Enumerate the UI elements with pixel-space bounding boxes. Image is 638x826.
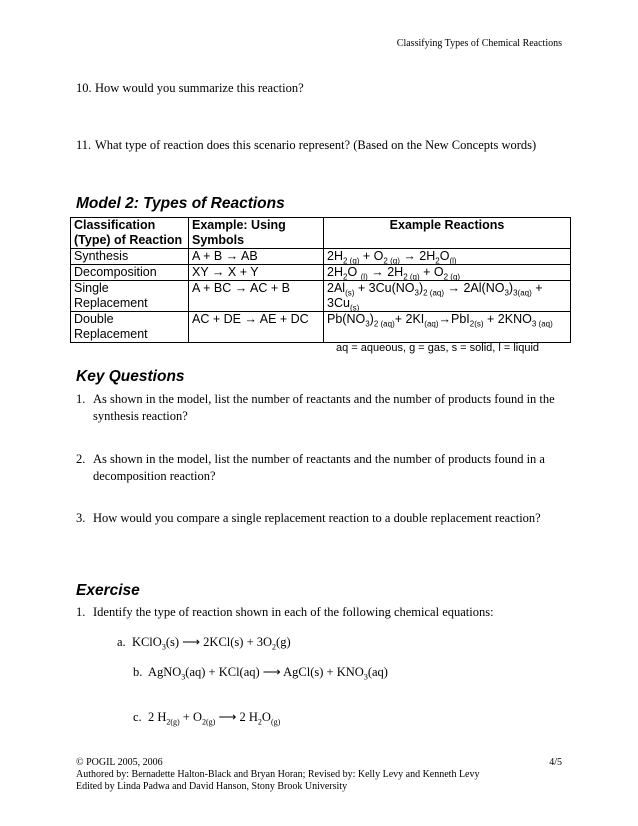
- model-title: Model 2: Types of Reactions: [76, 195, 285, 212]
- question-text: As shown in the model, list the number of reactants and the number of products found in a decomposition reaction?: [93, 452, 545, 483]
- question-text: How would you summarize this reaction?: [95, 81, 304, 95]
- question-number: 3.: [76, 511, 86, 525]
- question-number: 2.: [76, 452, 86, 466]
- classification-cell: Decomposition: [71, 265, 189, 281]
- authors-line: Authored by: Bernadette Halton-Black and Bryan Horan; Revised by: Kelly Levy and Kenneth Levy: [76, 769, 480, 780]
- symbols-cell: XY → X + Y: [189, 265, 324, 281]
- header-reactions: Example Reactions: [324, 218, 571, 249]
- equation-c: c. 2 $H_{2(g)} + O_{2(g)}$ ⟶ 2 $H_2O_{(g)}$: [133, 710, 281, 727]
- editors-line: Edited by Linda Padwa and David Hanson, Stony Brook University: [76, 781, 348, 792]
- header-classification: Classification (Type) of Reaction: [71, 218, 189, 249]
- key-questions-title: Key Questions: [76, 368, 185, 385]
- symbols-cell: AC + DE → AE + DC: [189, 312, 324, 343]
- equation-label: c.: [133, 710, 142, 724]
- key-question-3: [76, 510, 576, 546]
- copyright: © POGIL 2005, 2006: [76, 757, 163, 768]
- symbols-cell: A + B → AB: [189, 249, 324, 265]
- equation-label: a.: [117, 635, 126, 649]
- header-example: Example: Using Symbols: [189, 218, 324, 249]
- table-row: [71, 265, 571, 281]
- question-number: 11.: [76, 138, 92, 152]
- exercise-title: Exercise: [76, 582, 140, 599]
- reaction-cell: $2Al_{(s)} + 3Cu(NO_3)_{2 (aq)} \to 2Al(NO_3)_{3(aq)} + 3Cu_{(s)}$: [324, 281, 571, 312]
- page-number: 4/5: [549, 757, 562, 768]
- question-text: Identify the type of reaction shown in each of the following chemical equations:: [93, 605, 494, 619]
- question-10: [76, 80, 576, 100]
- classification-cell: Synthesis: [71, 249, 189, 265]
- key-question-1: [76, 391, 576, 427]
- question-11: [76, 137, 576, 173]
- question-text: As shown in the model, list the number of reactants and the number of products found in the synthesis reaction?: [93, 392, 555, 423]
- reaction-cell: $2H_{2 (g)} + O_{2 (g)} \to 2H_2O_{(l)}$: [324, 249, 571, 265]
- equation-b: b. AgNO$_3$(aq) + KCl(aq) ⟶ AgCl(s) + $KNO_3(aq)$: [133, 665, 388, 682]
- table-header-row: [71, 218, 571, 249]
- question-text: What type of reaction does this scenario represent? (Based on the New Concepts words): [95, 138, 537, 152]
- classification-cell: Double Replacement: [71, 312, 189, 343]
- classification-cell: Single Replacement: [71, 281, 189, 312]
- reaction-cell: $2H_2O$ $_{(l)} \to 2H_{2 (g)} + O_{2 (g)}$: [324, 265, 571, 281]
- running-header: Classifying Types of Chemical Reactions: [396, 38, 562, 49]
- reaction-cell: $Pb(NO_3)_{2 (aq)}+ 2KI_{(aq)}\to PbI_{2(s)} + 2KNO_{3 (aq)}$: [324, 312, 571, 343]
- table-row: [71, 281, 571, 312]
- question-text: How would you compare a single replacement reaction to a double replacement reaction?: [93, 511, 541, 525]
- reaction-types-table: [70, 217, 571, 343]
- symbols-cell: A + BC → AC + B: [189, 281, 324, 312]
- table-row: [71, 312, 571, 343]
- state-legend: aq = aqueous, g = gas, s = solid, l = liquid: [336, 342, 540, 354]
- question-number: 10.: [76, 81, 92, 95]
- table-row: [71, 249, 571, 265]
- question-number: 1.: [76, 392, 86, 406]
- equation-a: a. KClO$_3$(s) ⟶ $2KCl(s) + 3O_2(g)$: [117, 635, 291, 652]
- exercise-item-1: [76, 604, 576, 624]
- question-number: 1.: [76, 605, 86, 619]
- key-question-2: [76, 451, 576, 487]
- equation-label: b.: [133, 665, 143, 679]
